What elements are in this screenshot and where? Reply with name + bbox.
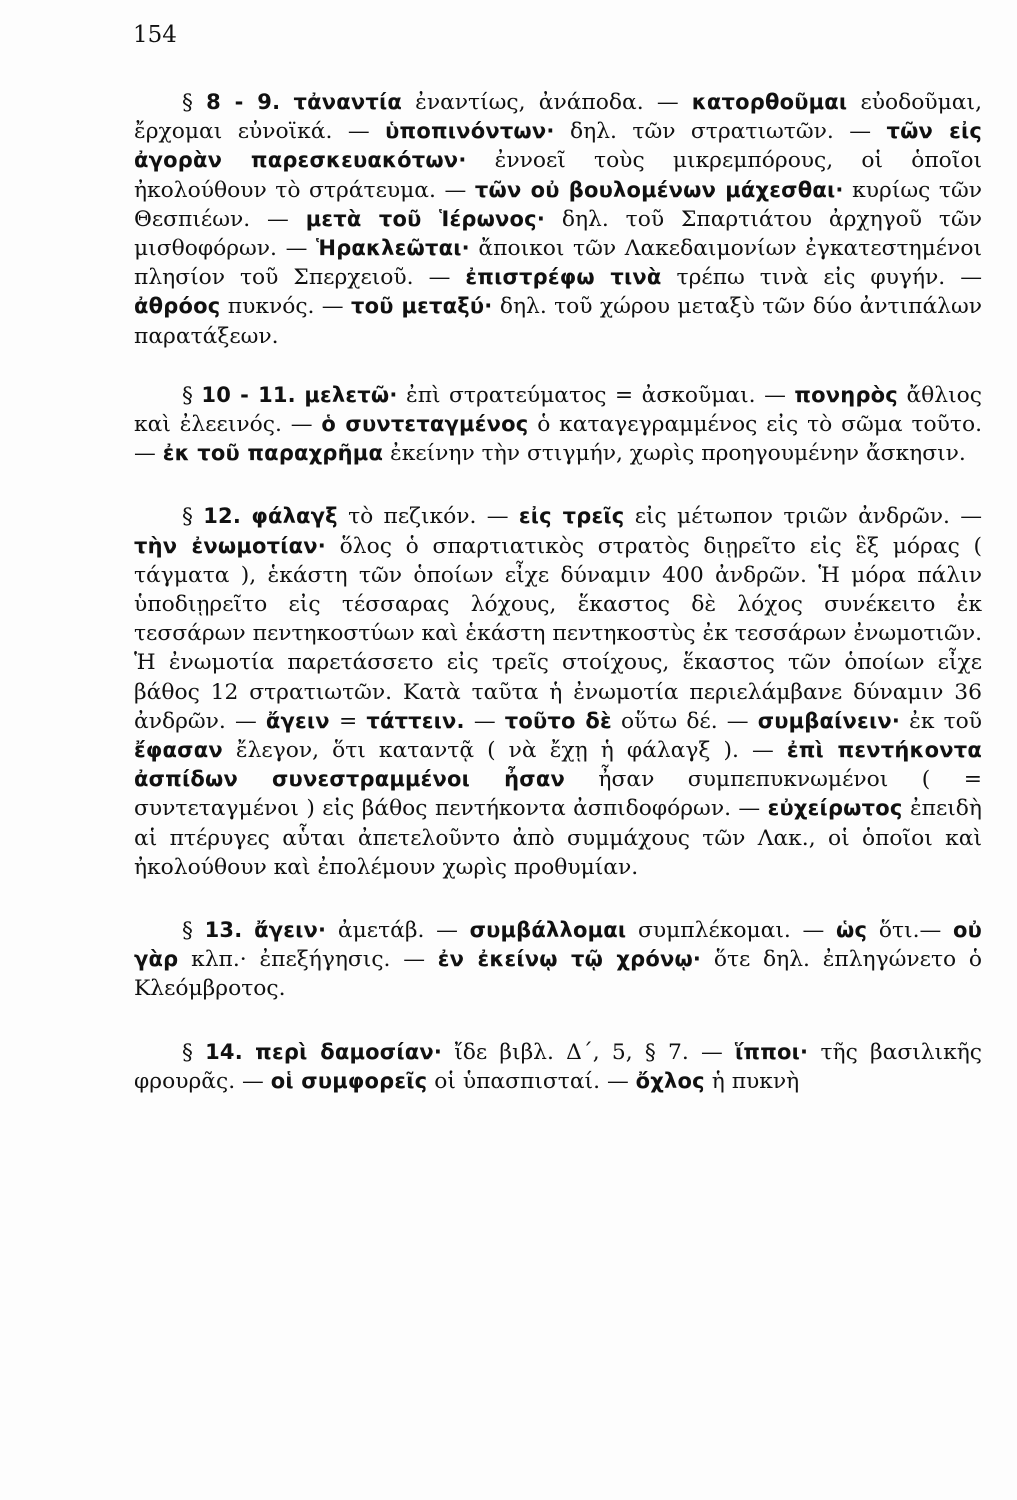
paragraph-section-12	[134, 502, 982, 882]
gloss-text	[241, 504, 251, 529]
lemma: ἐπιστρέφω τινὰ	[465, 265, 662, 290]
lemma: ὑποπινόντων·	[385, 119, 555, 144]
gloss-text: δηλ. τῶν στρατιωτῶν. —	[554, 119, 887, 145]
gloss-text: §	[182, 918, 205, 944]
lemma: ἄγειν	[265, 708, 330, 733]
commentary-body	[134, 88, 982, 1126]
gloss-text: οὕτω δέ. —	[611, 708, 758, 734]
gloss-text: ἐπὶ στρατεύματος = ἀσκοῦμαι. —	[397, 382, 795, 408]
lemma: 14.	[205, 1039, 243, 1064]
gloss-text: ὁ καταγεγραμμένος εἰς τὸ σῶμα τοῦτο. —	[134, 412, 983, 467]
lemma: κατορθοῦμαι	[691, 90, 848, 114]
gloss-text: §	[182, 504, 204, 530]
paragraph-section-14	[134, 1038, 982, 1096]
lemma: 13.	[204, 918, 243, 943]
gloss-text: ἡ πυκνὴ	[704, 1068, 800, 1094]
paragraph-section-8-9	[134, 88, 982, 351]
lemma: μελετῶ·	[304, 382, 398, 407]
gloss-text: ἄποικοι τῶν Λακεδαιμονίων ἐγκατεστημένοι πλησίον τοῦ Σπερχειοῦ. —	[134, 236, 982, 291]
page-number: 154	[133, 22, 177, 48]
lemma: περὶ δαμοσίαν·	[255, 1039, 443, 1064]
gloss-text: ἔλεγον, ὅτι καταντᾷ ( νὰ ἔχῃ ἡ φάλαγξ ). —	[222, 738, 787, 764]
gloss-text: συμπλέκομαι. —	[626, 918, 837, 944]
lemma: τῶν οὐ βουλομένων μάχεσθαι·	[474, 177, 844, 202]
lemma: ὄχλος	[635, 1068, 705, 1093]
lemma: 10 - 11.	[201, 382, 296, 407]
gloss-text: εἰς μέτωπον τριῶν ἀνδρῶν. —	[624, 504, 983, 530]
gloss-text: —	[464, 708, 505, 734]
gloss-text: ἴδε βιβλ. Δ΄, 5, § 7. —	[442, 1039, 736, 1065]
lemma: τὴν ἐνωμοτίαν·	[134, 533, 326, 558]
lemma: ἐκ τοῦ παραχρῆμα	[162, 441, 384, 466]
gloss-text: κυρίως τῶν Θεσπιέων. —	[134, 177, 982, 232]
gloss-text	[280, 90, 293, 115]
lemma: φάλαγξ	[251, 504, 338, 529]
lemma: συμβαίνειν·	[757, 708, 901, 733]
lemma: ἀθρόος	[134, 294, 221, 319]
lemma: ἔφασαν	[134, 738, 223, 763]
lemma: ἐπὶ πεντήκοντα ἀσπίδων συνεστραμμένοι ἦσαν	[134, 738, 982, 792]
gloss-text: ἀμετάβ. —	[326, 918, 470, 944]
gloss-text: τῆς βασιλικῆς φρουρᾶς. —	[134, 1039, 982, 1094]
gloss-text: ἐκείνην τὴν στιγμήν, χωρὶς προηγουμένην ἄσκησιν.	[383, 441, 966, 467]
gloss-text: ἄθλιος καὶ ἐλεεινός. —	[134, 382, 982, 438]
lemma: ὡς	[836, 918, 868, 943]
gloss-text: κλπ.· ἐπεξήγησις. —	[178, 947, 438, 973]
gloss-text: §	[182, 382, 202, 408]
gloss-text: ὅτι.—	[867, 918, 953, 944]
gloss-text: §	[182, 90, 207, 115]
paragraph-section-13	[134, 916, 982, 1004]
lemma: εἰς τρεῖς	[518, 504, 625, 529]
gloss-text: ἐναντίως, ἀνάποδα. —	[401, 90, 692, 115]
lemma: τάττειν.	[366, 708, 465, 733]
gloss-text: ἦσαν συμπεπυκνωμένοι ( = συντεταγμένοι ) εἰς βάθος πεντήκοντα ἀσπιδοφόρων. —	[134, 767, 983, 822]
gloss-text: ἐπειδὴ αἱ πτέρυγες αὗται ἀπετελοῦντο ἀπὸ συμμάχους τῶν Λακ., οἱ ὁποῖοι καὶ ἠκολούθουν καὶ ἐπολέμουν χωρὶς προθυμίαν.	[134, 796, 982, 880]
gloss-text: τὸ πεζικόν. —	[337, 504, 519, 530]
gloss-text	[243, 1040, 255, 1065]
lemma: 12.	[203, 504, 242, 529]
gloss-text: =	[329, 708, 367, 734]
gloss-text: δηλ. τοῦ χώρου μεταξὺ τῶν δύο ἀντιπάλων παρατάξεων.	[134, 294, 983, 349]
lemma: ὁ συντεταγμένος	[321, 412, 529, 437]
gloss-text: εὐοδοῦμαι, ἔρχομαι εὐνοϊκά. —	[134, 90, 983, 145]
lemma: οὐ γὰρ	[134, 918, 983, 972]
lemma: ἐν ἐκείνῳ τῷ χρόνῳ·	[437, 947, 702, 972]
lemma: τοῦ μεταξύ·	[350, 294, 493, 319]
lemma: 8 - 9.	[206, 90, 281, 114]
gloss-text: ἐννοεῖ τοὺς μικρεμπόρους, οἱ ὁποῖοι ἠκολούθουν τὸ στράτευμα. —	[134, 148, 983, 203]
gloss-text: ὅτε δηλ. ἐπληγώνετο ὁ Κλεόμβροτος.	[134, 947, 982, 1002]
gloss-text	[242, 918, 254, 943]
gloss-text: ἐκ τοῦ	[900, 708, 983, 734]
paragraph-section-10-11	[134, 381, 982, 469]
gloss-text: οἱ ὑπασπισταί. —	[427, 1068, 636, 1094]
gloss-text: ὅλος ὁ σπαρτιατικὸς στρατὸς διῃρεῖτο εἰς ἓξ μόρας ( τάγματα ), ἑκάστη τῶν ὁποίων εἶχε δύναμιν 400 ἀνδρῶν. Ἡ μόρα πάλιν ὑποδιῃρεῖτο εἰς τέσσαρας λόχους, ἕκαστος δὲ λόχος συνέκειτο ἐκ τεσσάρων πεντηκοστύων καὶ ἑκάστη πεντηκοστὺς ἐκ τεσσάρων ἐνωμοτιῶν. Ἡ ἐνωμοτία παρετάσσετο εἰς τρεῖς στοίχους, ἕκαστος τῶν ὁποίων εἶχε βάθος 12 στρατιωτῶν. Κατὰ ταῦτα ἡ ἐνωμοτία περιελάμβανε δύναμιν 36 ἀνδρῶν. —	[134, 533, 983, 734]
lemma: τἀναντία	[293, 90, 402, 114]
lemma: τῶν εἰς ἀγορὰν παρεσκευακότων·	[134, 119, 982, 173]
lemma: συμβάλλομαι	[469, 918, 627, 943]
lemma: τοῦτο δὲ	[504, 708, 612, 733]
lemma: ἄγειν·	[254, 918, 327, 943]
lemma: οἱ συμφορεῖς	[270, 1068, 428, 1093]
lemma: μετὰ τοῦ Ἱέρωνος·	[305, 206, 545, 231]
gloss-text: §	[182, 1039, 206, 1065]
lemma: πονηρὸς	[794, 382, 898, 407]
lemma: εὐχείρωτος	[767, 796, 903, 821]
gloss-text: τρέπω τινὰ εἰς φυγήν. —	[661, 265, 982, 291]
gloss-text: δηλ. τοῦ Σπαρτιάτου ἀρχηγοῦ τῶν μισθοφόρων. —	[134, 206, 983, 262]
lemma: Ἡρακλεῶται·	[316, 236, 470, 261]
gloss-text: πυκνός. —	[220, 294, 351, 320]
lemma: ἵπποι·	[735, 1039, 809, 1064]
